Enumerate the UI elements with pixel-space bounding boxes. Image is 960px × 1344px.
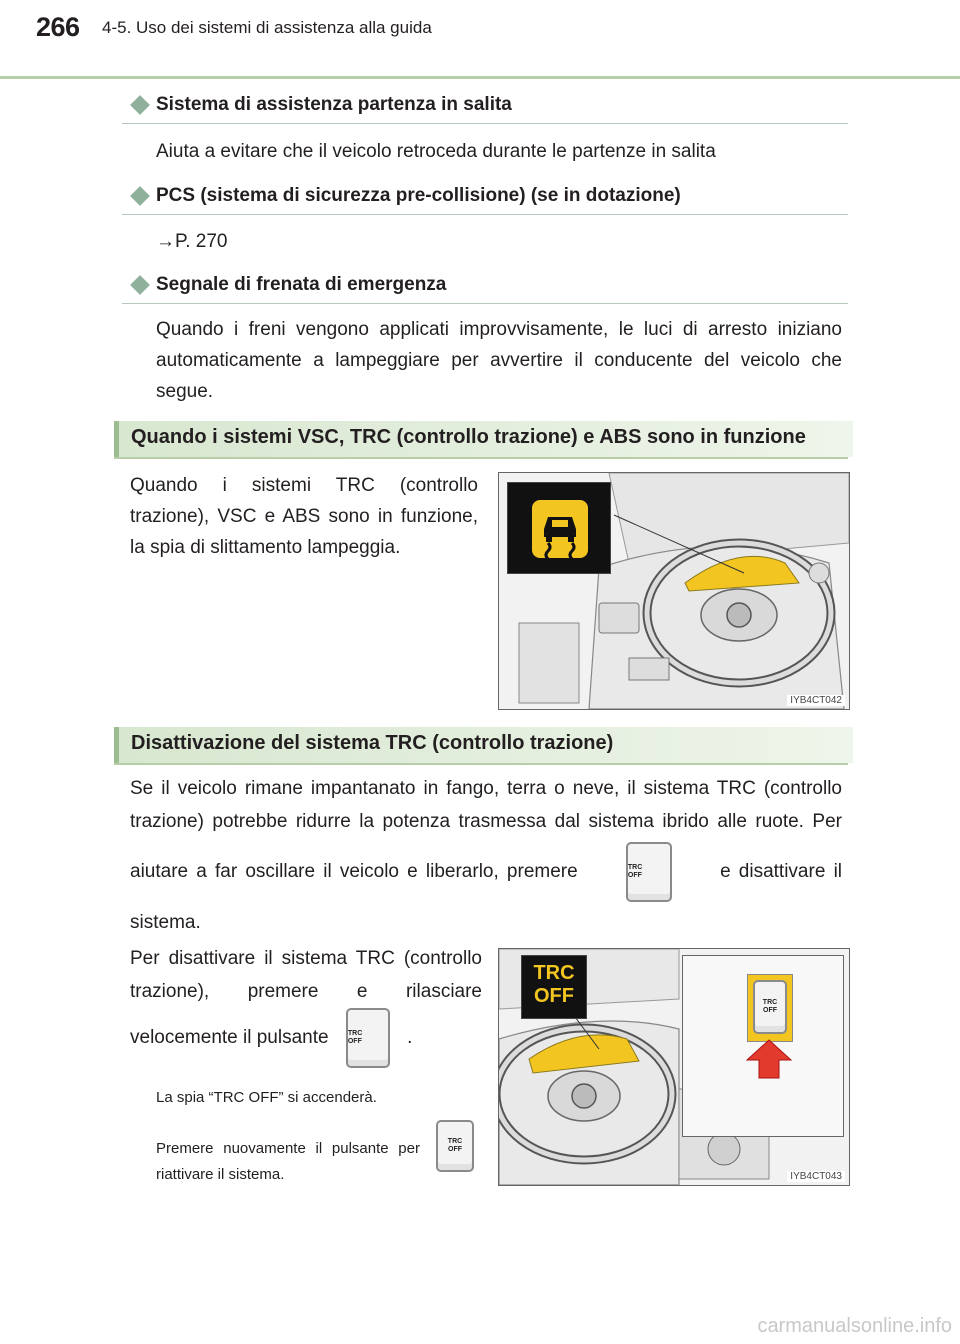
section-text <box>130 942 482 1068</box>
section-rule <box>114 457 848 459</box>
subsection-rule <box>122 214 848 215</box>
diamond-bullet-icon <box>130 186 150 206</box>
section-text: Quando i sistemi TRC (controllo trazione), VSC e ABS sono in funzione, la spia di slittamento lampeggia. <box>130 475 478 558</box>
section-text-part: e disattivare il sistema. <box>130 861 843 933</box>
note-text: Premere nuovamente il pulsante per riattivare il sistema. <box>156 1140 420 1183</box>
figure-code: IYB4CT043 <box>787 1171 845 1182</box>
diamond-bullet-icon <box>130 275 150 295</box>
section-text-part: . <box>407 1027 413 1049</box>
trc-off-button-label: TRC OFF <box>447 1138 463 1153</box>
section-rule <box>114 763 848 765</box>
slip-indicator-icon <box>508 483 610 573</box>
page-reference-link[interactable]: →P. 270 <box>156 231 228 252</box>
subsection-text: Aiuta a evitare che il veicolo retroceda durante le partenze in salita <box>156 141 716 162</box>
trc-off-button-label: TRC OFF <box>627 864 643 879</box>
subsection-rule <box>122 303 848 304</box>
chapter-title: 4-5. Uso dei sistemi di assistenza alla guida <box>102 18 432 37</box>
subsection-title: Sistema di assistenza partenza in salita <box>156 94 512 115</box>
subsection-rule <box>122 123 848 124</box>
subsection-title: Segnale di frenata di emergenza <box>156 274 447 295</box>
section-text-part: Se il veicolo rimane impantanato in fango, terra o neve, il sistema TRC (controllo trazione) potrebbe ridurre la potenza trasmessa dal sistema ibrido alle ruote. Per aiutare a far oscillare il veicolo e liberarlo, premere <box>130 778 842 883</box>
dashboard-figure-slip-indicator <box>498 472 850 710</box>
header-rule <box>0 76 960 79</box>
section-title: Quando i sistemi VSC, TRC (controllo trazione) e ABS sono in funzione <box>131 426 806 448</box>
trc-off-button[interactable] <box>626 842 672 902</box>
trc-off-button[interactable] <box>753 980 787 1034</box>
section-text-part: Per disattivare il sistema TRC (controllo trazione), premere e rilasciare velocemente il pulsante <box>130 948 482 1049</box>
subsection-title: PCS (sistema di sicurezza pre-collisione) (se in dotazione) <box>156 185 681 206</box>
red-arrow-icon <box>745 1038 793 1080</box>
trc-off-button-label: TRC OFF <box>762 999 778 1014</box>
trc-off-button-label: TRC OFF <box>347 1030 363 1045</box>
watermark: carmanualsonline.info <box>757 1315 952 1337</box>
section-heading-bar <box>114 421 853 457</box>
note-text: La spia “TRC OFF” si accenderà. <box>156 1089 377 1106</box>
subsection-text: Quando i freni vengono applicati improvvisamente, le luci di arresto iniziano automaticamente a lampeggiare per avvertire il conducente del veicolo che segue. <box>156 319 842 402</box>
page-number: 266 <box>36 12 80 42</box>
dashboard-figure-trc-off <box>498 948 850 1186</box>
trc-off-button[interactable] <box>346 1008 390 1068</box>
trc-off-button[interactable] <box>436 1120 474 1172</box>
diamond-bullet-icon <box>130 95 150 115</box>
trc-off-indicator-inset <box>521 955 587 1019</box>
button-closeup-inset <box>682 955 844 1137</box>
figure-code: IYB4CT042 <box>787 695 845 706</box>
section-heading-bar <box>114 727 853 763</box>
section-text <box>130 772 842 939</box>
trc-off-indicator-label: TRC OFF <box>533 962 575 1007</box>
slip-indicator-inset <box>507 482 611 574</box>
section-title: Disattivazione del sistema TRC (controllo trazione) <box>131 732 614 754</box>
